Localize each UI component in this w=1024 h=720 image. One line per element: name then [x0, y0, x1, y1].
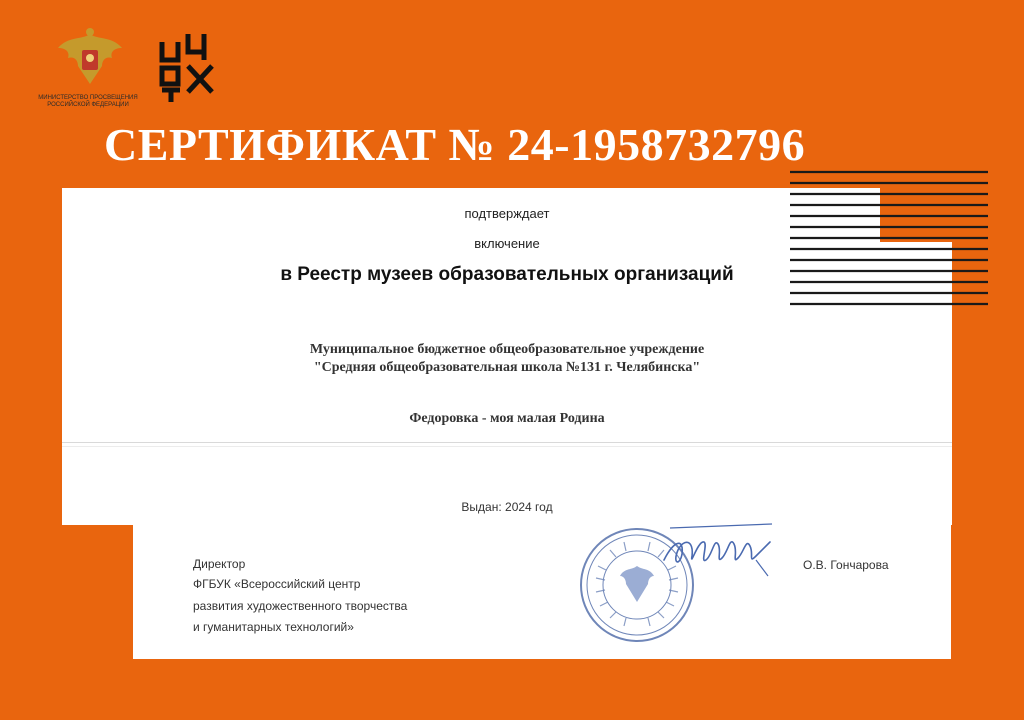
museum-name: Федоровка - моя малая Родина: [409, 411, 605, 426]
signatory-org-line3: и гуманитарных технологий»: [193, 620, 354, 634]
ministry-caption-line2: РОССИЙСКОЙ ФЕДЕРАЦИИ: [47, 102, 129, 108]
signatory-org-line2: развития художественного творчества: [193, 599, 408, 613]
confirms-text: подтверждает: [464, 206, 550, 221]
inclusion-text: включение: [474, 236, 540, 251]
issued-year: Выдан: 2024 год: [461, 500, 553, 514]
certificate-title: СЕРТИФИКАТ № 24-1958732796: [104, 119, 806, 170]
registry-heading: в Реестр музеев образовательных организаций: [280, 264, 734, 285]
ministry-caption-line1: МИНИСТЕРСТВО ПРОСВЕЩЕНИЯ: [38, 95, 138, 101]
organization-name-line1: Муниципальное бюджетное общеобразовательное учреждение: [309, 342, 705, 357]
signatory-org-line1: ФГБУК «Всероссийский центр: [193, 577, 361, 591]
signer-name: О.В. Гончарова: [803, 558, 889, 572]
russian-coat-of-arms-icon: [54, 26, 126, 92]
signatory-title: Директор: [193, 557, 246, 571]
cvt-logo-icon: [158, 30, 216, 102]
organization-name-line2: "Средняя общеобразовательная школа №131 г. Челябинска": [313, 360, 701, 375]
divider: [62, 446, 952, 447]
handwritten-signature-icon: [660, 520, 775, 584]
divider: [62, 442, 952, 443]
ministry-caption: [28, 95, 148, 109]
